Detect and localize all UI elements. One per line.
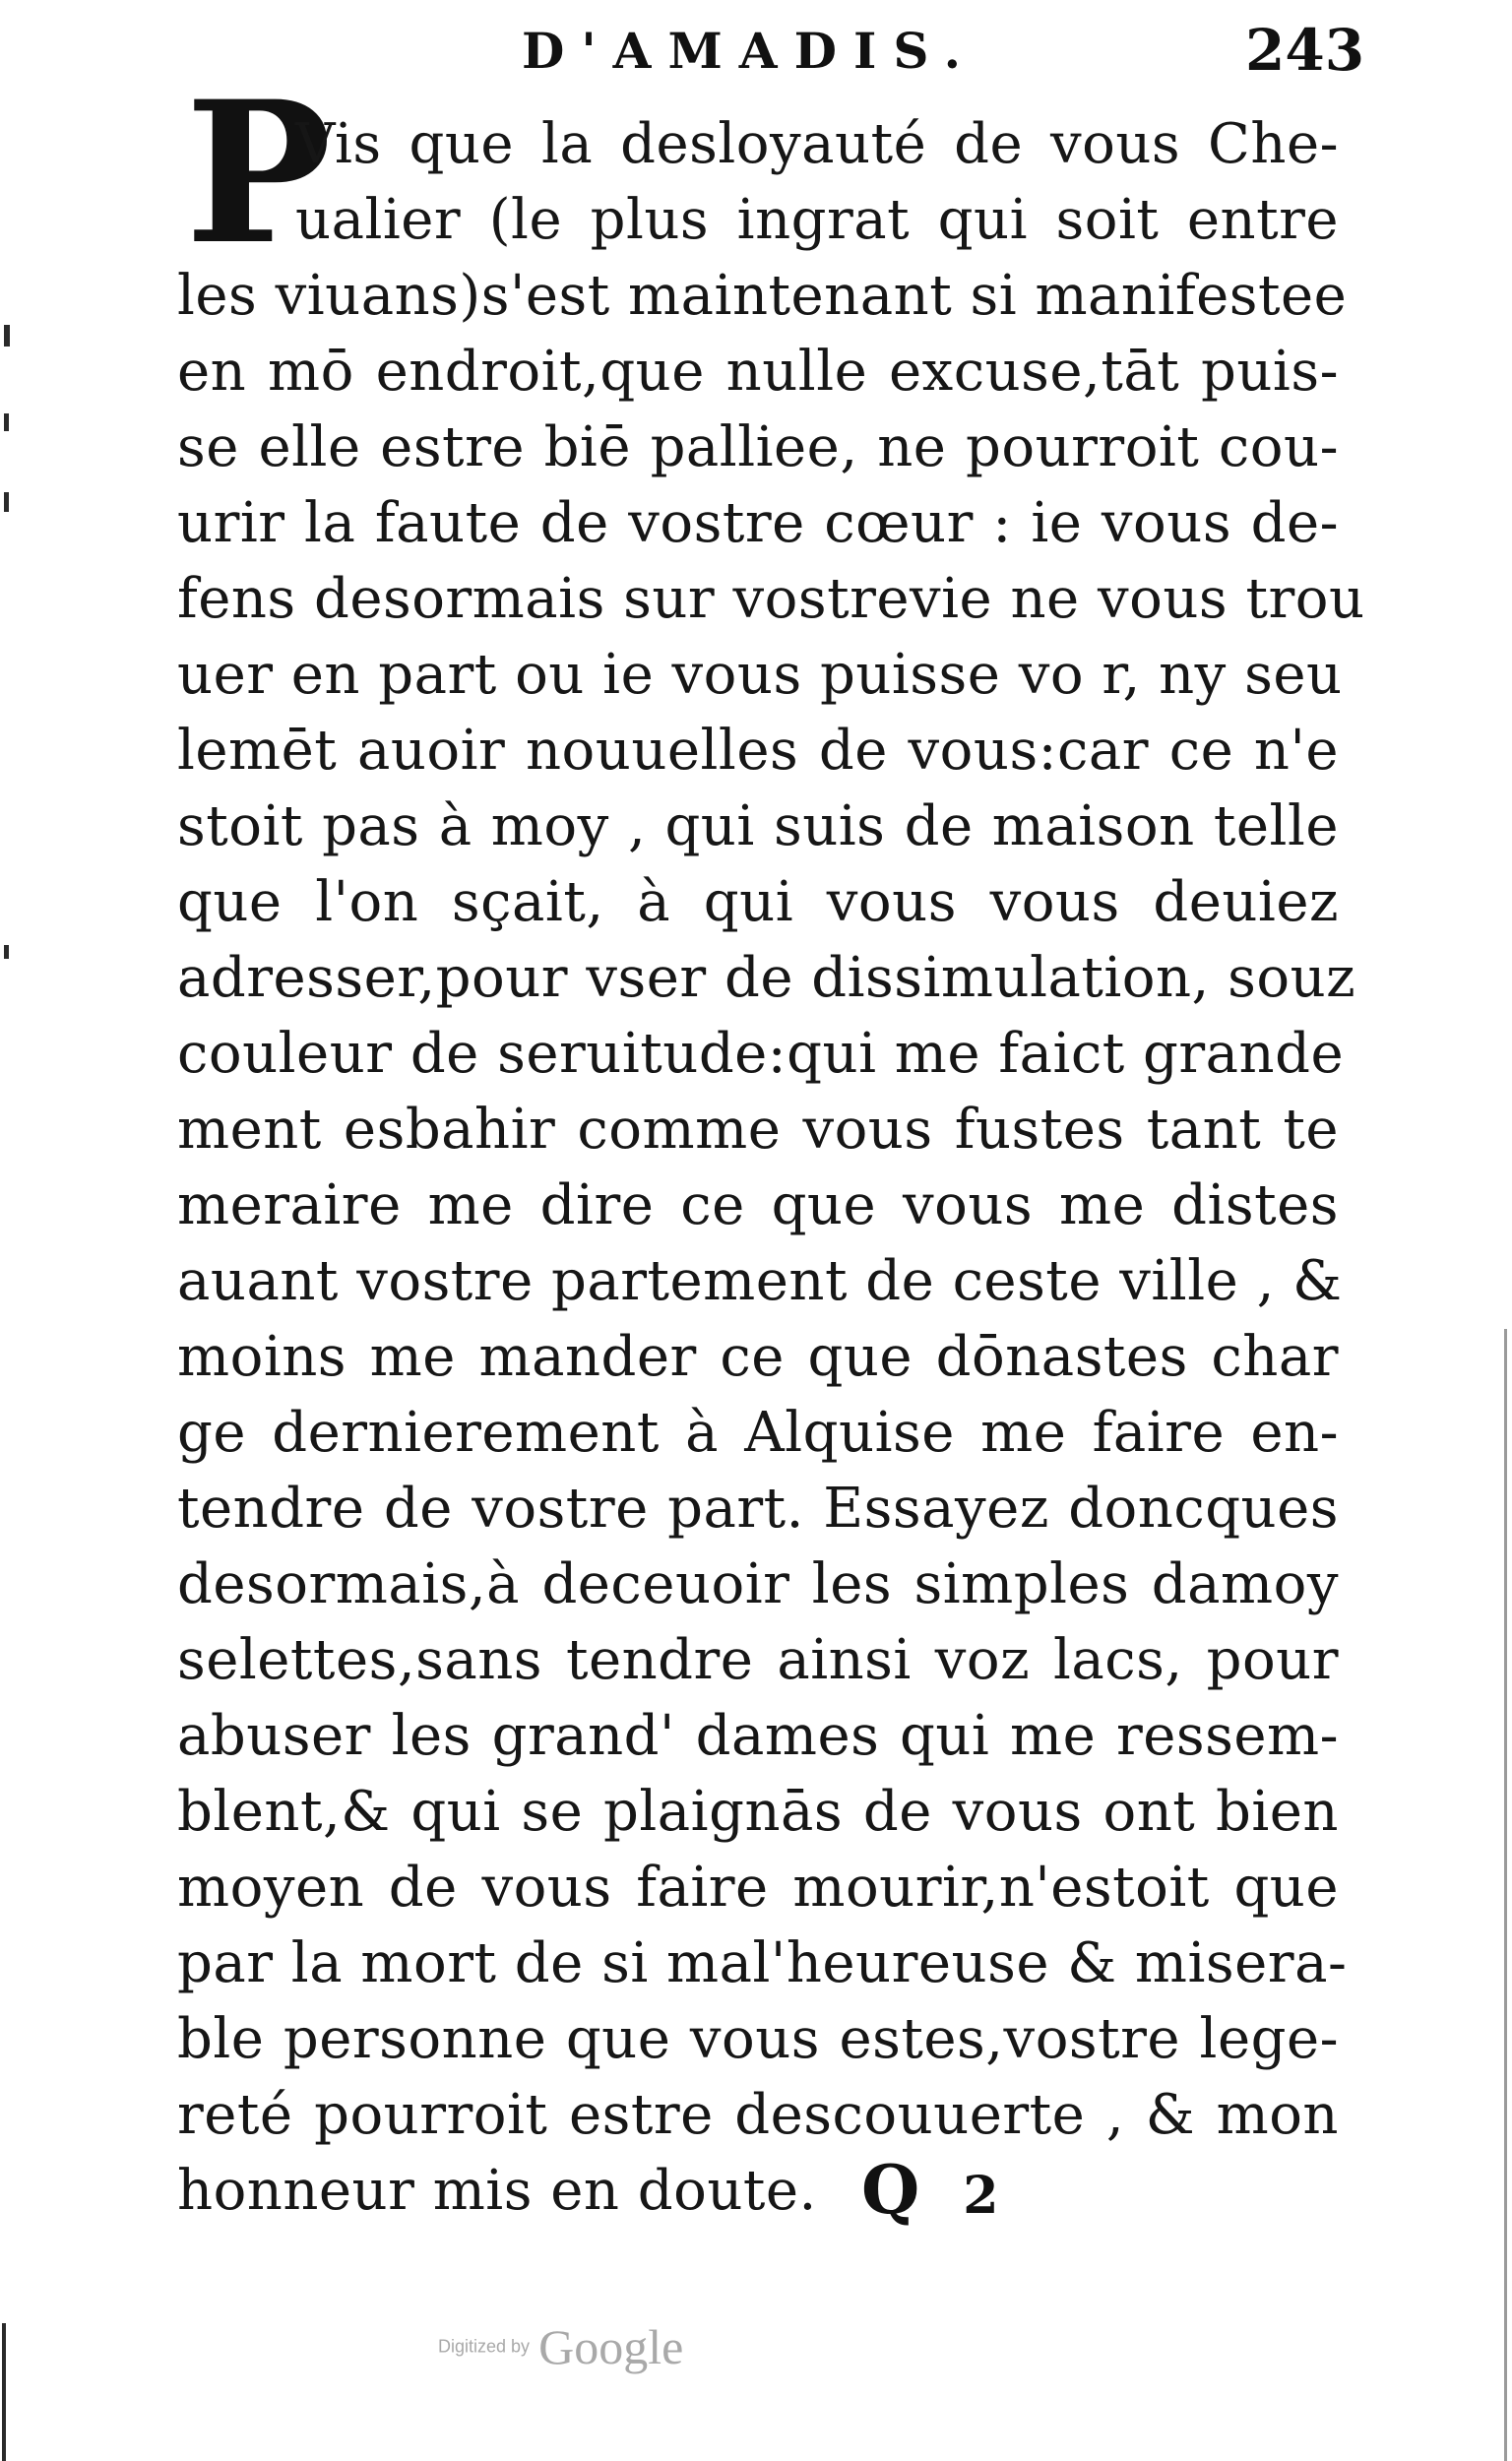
- text-line: ualier (le plus ingrat qui soit entre: [295, 188, 1339, 252]
- text-line: meraire me dire ce que vous me distes: [177, 1173, 1339, 1237]
- text-line: moins me mander ce que dōnastes char: [177, 1325, 1339, 1389]
- text-line: fens desormais sur vostrevie ne vous trou: [177, 567, 1365, 631]
- text-line: ble personne que vous estes,vostre lege-: [177, 2007, 1339, 2071]
- signature-mark: [861, 2151, 998, 2236]
- left-edge-mark: [4, 945, 9, 959]
- text-line: uer en part ou ie vous puisse vo r, ny seu: [177, 643, 1343, 707]
- text-line: ment esbahir comme vous fustes tant te: [177, 1098, 1339, 1162]
- text-line: les viuans)s'est maintenant si manifestee: [177, 264, 1348, 328]
- text-line: moyen de vous faire mourir,n'estoit que: [177, 1856, 1339, 1920]
- text-line: que l'on sçait, à qui vous vous deuiez: [177, 870, 1339, 934]
- text-line: en mō endroit,que nulle excuse,tāt puis-: [177, 340, 1339, 404]
- text-line: abuser les grand' dames qui me ressem-: [177, 1704, 1339, 1768]
- watermark-prefix: Digitized by: [438, 2336, 531, 2357]
- drop-cap: P: [185, 58, 332, 287]
- text-line: honneur mis en doute.: [177, 2159, 817, 2223]
- text-line: urir la faute de vostre cœur : ie vous de-: [177, 491, 1339, 555]
- text-line: desormais,à deceuoir les simples damoy: [177, 1552, 1339, 1616]
- left-edge-mark: [4, 413, 9, 431]
- text-line: adresser,pour vser de dissimulation, souz: [177, 946, 1356, 1010]
- text-line: selettes,sans tendre ainsi voz lacs, pour: [177, 1628, 1339, 1692]
- text-line: ge dernierement à Alquise me faire en-: [177, 1401, 1339, 1465]
- signature-letter: Q: [861, 2151, 920, 2230]
- right-edge-mark: [1504, 1329, 1507, 2461]
- text-line: stoit pas à moy , qui suis de maison telle: [177, 794, 1339, 858]
- signature-number: 2: [963, 2166, 999, 2226]
- left-edge-mark: [2, 2323, 6, 2461]
- running-title: D'AMADIS.: [522, 22, 978, 80]
- watermark-brand: Google: [538, 2319, 684, 2374]
- text-line: lemēt auoir nouuelles de vous:car ce n'e: [177, 719, 1339, 783]
- text-line: auant vostre partement de ceste ville , &: [177, 1249, 1343, 1313]
- text-line: Vis que la desloyauté de vous Che-: [295, 112, 1339, 176]
- text-line: reté pourroit estre descouuerte , & mon: [177, 2083, 1339, 2147]
- left-edge-mark: [4, 325, 10, 347]
- text-line: par la mort de si mal'heureuse & misera-: [177, 1931, 1348, 1995]
- page-number: 243: [1245, 17, 1365, 84]
- text-line: blent,& qui se plaignās de vous ont bien: [177, 1780, 1339, 1844]
- left-edge-mark: [4, 492, 9, 512]
- text-line: tendre de vostre part. Essayez doncques: [177, 1477, 1339, 1541]
- digitized-watermark: [438, 2318, 683, 2375]
- text-line: couleur de seruitude:qui me faict grande: [177, 1022, 1345, 1086]
- body-text: [177, 106, 1365, 2229]
- text-line: se elle estre biē palliee, ne pourroit cou-: [177, 415, 1339, 479]
